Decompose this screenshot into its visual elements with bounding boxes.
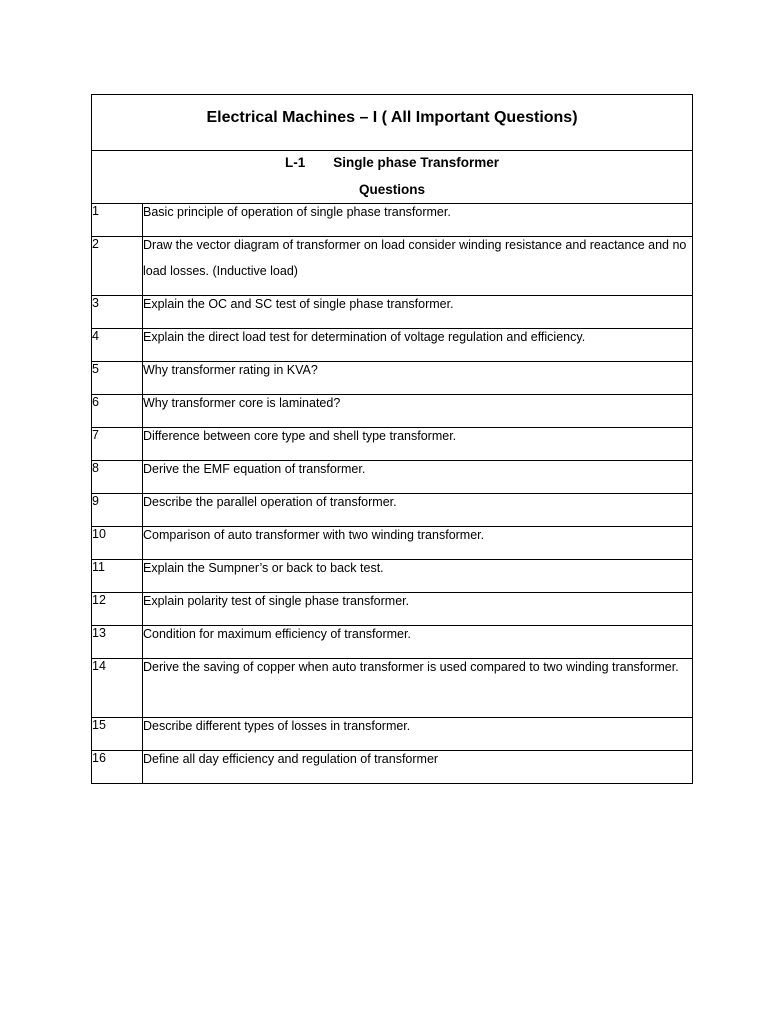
question-text: Derive the saving of copper when auto transformer is used compared to two winding transformer. [143,660,679,674]
question-number: 5 [92,362,143,395]
questions-heading: Questions [359,182,426,197]
question-number: 16 [92,751,143,784]
table-row [92,751,693,784]
question-text: Describe the parallel operation of transformer. [143,495,397,509]
table-row [92,659,693,718]
question-number: 14 [92,659,143,718]
table-row [92,237,693,296]
question-number: 10 [92,527,143,560]
section-title: Single phase Transformer [333,155,500,170]
question-text: Define all day efficiency and regulation of transformer [143,752,439,766]
question-number: 7 [92,428,143,461]
question-text: Why transformer core is laminated? [143,396,341,410]
question-text: Condition for maximum efficiency of transformer. [143,627,411,641]
question-number: 1 [92,204,143,237]
question-text: Explain the direct load test for determination of voltage regulation and efficiency. [143,330,586,344]
question-text: Describe different types of losses in transformer. [143,719,411,733]
question-text: Explain the Sumpner’s or back to back test. [143,561,384,575]
question-number: 15 [92,718,143,751]
question-text: Why transformer rating in KVA? [143,363,318,377]
questions-table [91,94,693,784]
question-number: 4 [92,329,143,362]
question-number: 8 [92,461,143,494]
document-title: Electrical Machines – I ( All Important Questions) [206,109,578,126]
title-cell [92,95,693,151]
question-number: 3 [92,296,143,329]
question-text: Explain the OC and SC test of single phase transformer. [143,297,454,311]
question-number: 13 [92,626,143,659]
question-text: Explain polarity test of single phase transformer. [143,594,410,608]
question-text: Difference between core type and shell type transformer. [143,429,457,443]
question-number: 11 [92,560,143,593]
section-code: L-1 [284,155,306,170]
question-text: Draw the vector diagram of transformer on load consider winding resistance and reactance and no load losses. (Inductive load) [143,238,687,278]
question-number: 9 [92,494,143,527]
question-text: Comparison of auto transformer with two winding transformer. [143,528,485,542]
question-text: Derive the EMF equation of transformer. [143,462,366,476]
question-number: 2 [92,237,143,296]
question-text: Basic principle of operation of single phase transformer. [143,205,451,219]
question-number: 12 [92,593,143,626]
question-number: 6 [92,395,143,428]
section-header-cell [92,151,693,204]
